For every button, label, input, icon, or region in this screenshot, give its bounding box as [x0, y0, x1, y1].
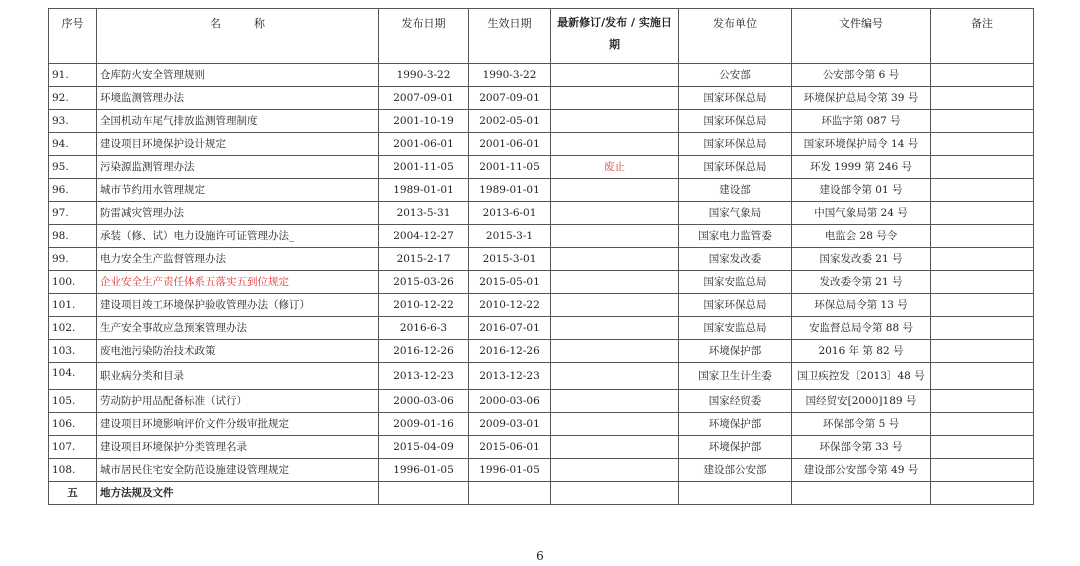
- row-doc-no: 环监字第 087 号: [792, 110, 931, 133]
- row-name-highlighted: 企业安全生产责任体系五落实五到位规定: [97, 271, 379, 294]
- table-row: [49, 459, 1034, 482]
- section-empty-cell: [679, 482, 792, 505]
- row-name: 城市居民住宅安全防范设施建设管理规定: [97, 459, 379, 482]
- row-pub-date: 2001-10-19: [379, 110, 469, 133]
- watermark-smudge: [818, 505, 1018, 525]
- row-issuer: 建设部公安部: [679, 459, 792, 482]
- row-revision: [551, 363, 679, 390]
- header-name: 名 称: [97, 9, 379, 64]
- row-remark: [931, 133, 1034, 156]
- row-eff-date: 2015-3-01: [469, 248, 551, 271]
- row-pub-date: 2016-6-3: [379, 317, 469, 340]
- row-remark: [931, 64, 1034, 87]
- row-seq: 105.: [49, 390, 97, 413]
- table-row: [49, 390, 1034, 413]
- row-remark: [931, 317, 1034, 340]
- row-revision: [551, 87, 679, 110]
- table-row: [49, 64, 1034, 87]
- row-doc-no: 建设部公安部令第 49 号: [792, 459, 931, 482]
- header-eff-date: 生效日期: [469, 9, 551, 64]
- row-issuer: 国家经贸委: [679, 390, 792, 413]
- row-eff-date: 2015-3-1: [469, 225, 551, 248]
- row-pub-date: 2016-12-26: [379, 340, 469, 363]
- header-doc-no: 文件编号: [792, 9, 931, 64]
- row-pub-date: 2015-03-26: [379, 271, 469, 294]
- row-issuer: 环境保护部: [679, 436, 792, 459]
- table-row: [49, 248, 1034, 271]
- row-name: 环境监测管理办法: [97, 87, 379, 110]
- row-issuer: 国家发改委: [679, 248, 792, 271]
- row-issuer: 国家环保总局: [679, 133, 792, 156]
- row-seq: 104.: [49, 363, 97, 390]
- row-doc-no: 中国气象局第 24 号: [792, 202, 931, 225]
- row-remark: [931, 271, 1034, 294]
- page-number: 6: [536, 549, 544, 563]
- row-eff-date: 2016-07-01: [469, 317, 551, 340]
- row-pub-date: 2009-01-16: [379, 413, 469, 436]
- row-doc-no: 安监督总局令第 88 号: [792, 317, 931, 340]
- row-issuer: 国家环保总局: [679, 294, 792, 317]
- row-seq: 91.: [49, 64, 97, 87]
- row-revision: [551, 340, 679, 363]
- row-revision: [551, 317, 679, 340]
- row-name: 建设项目竣工环境保护验收管理办法（修订）: [97, 294, 379, 317]
- row-issuer: 国家气象局: [679, 202, 792, 225]
- row-revision: [551, 202, 679, 225]
- table-row: [49, 436, 1034, 459]
- table-row: [49, 271, 1034, 294]
- header-seq: 序号: [49, 9, 97, 64]
- row-seq: 102.: [49, 317, 97, 340]
- row-eff-date: 2009-03-01: [469, 413, 551, 436]
- section-empty-cell: [931, 482, 1034, 505]
- row-eff-date: 1990-3-22: [469, 64, 551, 87]
- row-doc-no: 环发 1999 第 246 号: [792, 156, 931, 179]
- table-row: [49, 363, 1034, 390]
- row-eff-date: 2013-12-23: [469, 363, 551, 390]
- row-doc-no: 2016 年 第 82 号: [792, 340, 931, 363]
- row-name: 电力安全生产监督管理办法: [97, 248, 379, 271]
- section-empty-cell: [551, 482, 679, 505]
- row-remark: [931, 156, 1034, 179]
- row-issuer: 国家环保总局: [679, 110, 792, 133]
- row-name: 建设项目环境影响评价文件分级审批规定: [97, 413, 379, 436]
- row-revision: [551, 436, 679, 459]
- row-seq: 93.: [49, 110, 97, 133]
- row-eff-date: 2007-09-01: [469, 87, 551, 110]
- row-eff-date: 2013-6-01: [469, 202, 551, 225]
- table-row: [49, 225, 1034, 248]
- header-issuer: 发布单位: [679, 9, 792, 64]
- row-issuer: 国家安监总局: [679, 271, 792, 294]
- row-seq: 99.: [49, 248, 97, 271]
- row-seq: 100.: [49, 271, 97, 294]
- table-row: [49, 156, 1034, 179]
- row-issuer: 国家环保总局: [679, 156, 792, 179]
- row-doc-no: 环保部令第 5 号: [792, 413, 931, 436]
- row-remark: [931, 110, 1034, 133]
- row-revision: [551, 64, 679, 87]
- row-name: 废电池污染防治技术政策: [97, 340, 379, 363]
- row-seq: 97.: [49, 202, 97, 225]
- row-pub-date: 2000-03-06: [379, 390, 469, 413]
- row-name: 城市节约用水管理规定: [97, 179, 379, 202]
- row-eff-date: 2000-03-06: [469, 390, 551, 413]
- row-name: 仓库防火安全管理规则: [97, 64, 379, 87]
- row-remark: [931, 248, 1034, 271]
- row-name: 承装（修、试）电力设施许可证管理办法_: [97, 225, 379, 248]
- header-remark: 备注: [931, 9, 1034, 64]
- row-pub-date: 2004-12-27: [379, 225, 469, 248]
- row-doc-no: 建设部令第 01 号: [792, 179, 931, 202]
- row-pub-date: 1990-3-22: [379, 64, 469, 87]
- table-row: [49, 110, 1034, 133]
- row-issuer: 公安部: [679, 64, 792, 87]
- row-remark: [931, 413, 1034, 436]
- row-issuer: 国家环保总局: [679, 87, 792, 110]
- row-seq: 107.: [49, 436, 97, 459]
- table-row: [49, 179, 1034, 202]
- row-pub-date: 2013-5-31: [379, 202, 469, 225]
- row-pub-date: 2010-12-22: [379, 294, 469, 317]
- row-revision: [551, 271, 679, 294]
- row-remark: [931, 87, 1034, 110]
- section-row: [49, 482, 1034, 505]
- row-name: 防雷减灾管理办法: [97, 202, 379, 225]
- row-issuer: 国家卫生计生委: [679, 363, 792, 390]
- row-name: 全国机动车尾气排放监测管理制度: [97, 110, 379, 133]
- section-seq: 五: [49, 482, 97, 505]
- row-eff-date: 2010-12-22: [469, 294, 551, 317]
- row-seq: 94.: [49, 133, 97, 156]
- row-revision: [551, 179, 679, 202]
- row-seq: 96.: [49, 179, 97, 202]
- row-remark: [931, 179, 1034, 202]
- row-issuer: 环境保护部: [679, 413, 792, 436]
- row-remark: [931, 390, 1034, 413]
- row-name: 劳动防护用品配备标准（试行）: [97, 390, 379, 413]
- row-seq: 92.: [49, 87, 97, 110]
- row-revision: [551, 390, 679, 413]
- row-remark: [931, 340, 1034, 363]
- section-empty-cell: [469, 482, 551, 505]
- row-remark: [931, 436, 1034, 459]
- row-issuer: 环境保护部: [679, 340, 792, 363]
- row-doc-no: 环保总局令第 13 号: [792, 294, 931, 317]
- row-eff-date: 2002-05-01: [469, 110, 551, 133]
- row-doc-no: 环境保护总局令第 39 号: [792, 87, 931, 110]
- row-seq: 103.: [49, 340, 97, 363]
- row-eff-date: 2001-06-01: [469, 133, 551, 156]
- row-doc-no: 国家环境保护局令 14 号: [792, 133, 931, 156]
- regulations-table: [48, 8, 1034, 505]
- row-pub-date: 2013-12-23: [379, 363, 469, 390]
- row-remark: [931, 363, 1034, 390]
- row-revision: [551, 294, 679, 317]
- row-seq: 95.: [49, 156, 97, 179]
- row-seq: 101.: [49, 294, 97, 317]
- row-eff-date: 2001-11-05: [469, 156, 551, 179]
- table-header-row: [49, 9, 1034, 64]
- row-doc-no: 电监会 28 号令: [792, 225, 931, 248]
- row-pub-date: 1989-01-01: [379, 179, 469, 202]
- row-revision: [551, 225, 679, 248]
- row-remark: [931, 202, 1034, 225]
- table-row: [49, 340, 1034, 363]
- row-doc-no: 公安部令第 6 号: [792, 64, 931, 87]
- row-pub-date: 1996-01-05: [379, 459, 469, 482]
- table-row: [49, 294, 1034, 317]
- row-pub-date: 2007-09-01: [379, 87, 469, 110]
- row-revision: [551, 248, 679, 271]
- row-seq: 106.: [49, 413, 97, 436]
- row-remark: [931, 294, 1034, 317]
- row-revision: [551, 413, 679, 436]
- row-name: 建设项目环境保护分类管理名录: [97, 436, 379, 459]
- table-row: [49, 317, 1034, 340]
- row-name: 建设项目环境保护设计规定: [97, 133, 379, 156]
- row-revision: [551, 459, 679, 482]
- section-empty-cell: [379, 482, 469, 505]
- row-issuer: 建设部: [679, 179, 792, 202]
- row-pub-date: 2001-11-05: [379, 156, 469, 179]
- row-name: 职业病分类和目录: [97, 363, 379, 390]
- row-revision: [551, 133, 679, 156]
- row-doc-no: 环保部令第 33 号: [792, 436, 931, 459]
- table-row: [49, 202, 1034, 225]
- section-title: 地方法规及文件: [97, 482, 379, 505]
- table-row: [49, 133, 1034, 156]
- row-doc-no: 国卫疾控发〔2013〕48 号: [792, 363, 931, 390]
- row-doc-no: 国家发改委 21 号: [792, 248, 931, 271]
- row-issuer: 国家安监总局: [679, 317, 792, 340]
- row-pub-date: 2015-2-17: [379, 248, 469, 271]
- row-pub-date: 2015-04-09: [379, 436, 469, 459]
- row-eff-date: 1996-01-05: [469, 459, 551, 482]
- row-name: 生产安全事故应急预案管理办法: [97, 317, 379, 340]
- row-doc-no: 国经贸安[2000]189 号: [792, 390, 931, 413]
- header-pub-date: 发布日期: [379, 9, 469, 64]
- row-remark: [931, 459, 1034, 482]
- row-remark: [931, 225, 1034, 248]
- row-eff-date: 2015-06-01: [469, 436, 551, 459]
- row-seq: 98.: [49, 225, 97, 248]
- row-eff-date: 1989-01-01: [469, 179, 551, 202]
- row-doc-no: 发改委令第 21 号: [792, 271, 931, 294]
- row-eff-date: 2016-12-26: [469, 340, 551, 363]
- row-revision-status: 废止: [551, 156, 679, 179]
- section-empty-cell: [792, 482, 931, 505]
- row-seq: 108.: [49, 459, 97, 482]
- header-revision: 最新修订/发布 / 实施日期: [551, 9, 679, 64]
- table-row: [49, 87, 1034, 110]
- row-pub-date: 2001-06-01: [379, 133, 469, 156]
- row-eff-date: 2015-05-01: [469, 271, 551, 294]
- row-name: 污染源监测管理办法: [97, 156, 379, 179]
- row-revision: [551, 110, 679, 133]
- row-issuer: 国家电力监管委: [679, 225, 792, 248]
- table-row: [49, 413, 1034, 436]
